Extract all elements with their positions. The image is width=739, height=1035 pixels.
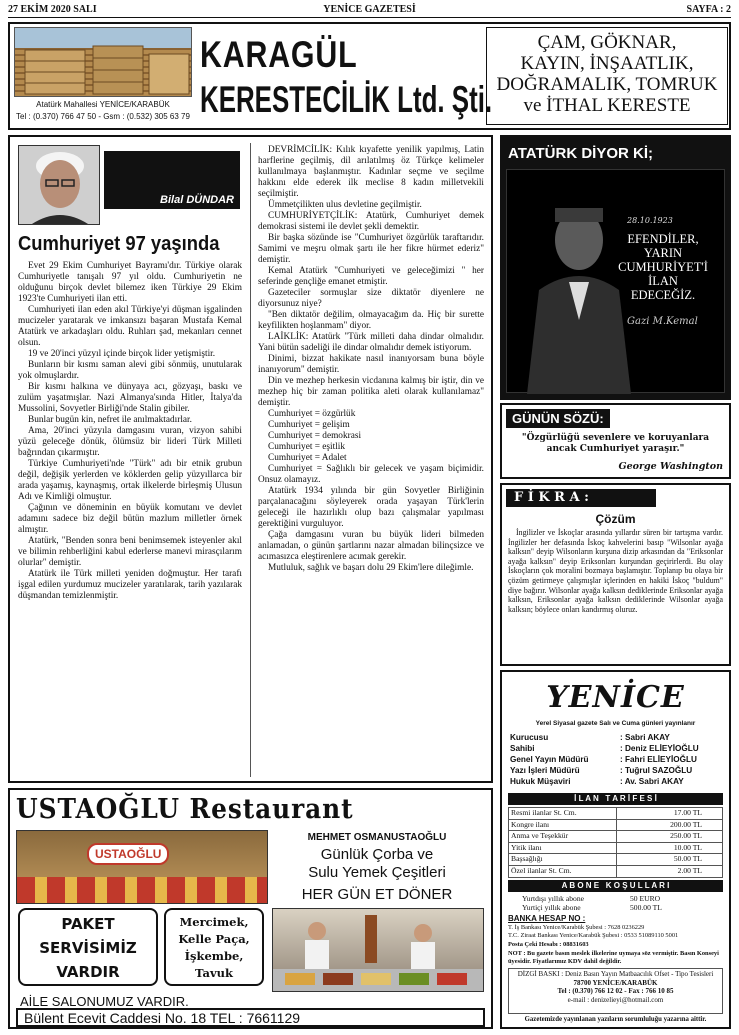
- product-line: KAYIN, İNŞAATLIK,: [520, 53, 694, 74]
- list-item: Cumhuriyet = özgürlük: [268, 409, 356, 419]
- fikra-title: F İ K R A :: [514, 490, 589, 505]
- ilan-row: Kongre ilanı 200.00 TL: [509, 819, 723, 831]
- ustaoglu-ad: [8, 788, 493, 1029]
- family-hall: AİLE SALONUMUZ VARDIR.: [20, 994, 189, 1009]
- paragraph: Dinimi, bizzat hakikate nasıl inanıyorsam buna böyle inanıyorum" demiştir.: [258, 354, 484, 375]
- paragraph: Atatürk 1934 yılında bir gün Sovyetler Birliğinin parçalanacağını söyleyerek orada yaşayan Türk'lerin geleceği ile hazırlıklı olup bazı çalışmalar yapılması gerektiğini vurguluyor.: [258, 486, 484, 529]
- list-item: Cumhuriyet = demokrasi: [268, 431, 362, 441]
- menu-item: İşkembe,: [184, 949, 244, 963]
- banka-list: [508, 924, 725, 949]
- lumber-photo: [14, 27, 192, 97]
- quote-line: EDECEĞİZ.: [630, 288, 696, 302]
- lumber-illustration: [15, 28, 191, 96]
- storefront-sign: USTAOĞLU: [87, 843, 169, 865]
- bank-account: Posta Çeki Hesabı : 08831603: [508, 940, 589, 948]
- printer-email: e-mail : denizelieyi@hotmail.com: [567, 995, 664, 1004]
- printer-name: DİZGİ BASKI : Deniz Basın Yayın Matbaacılık Ofset - Tipo Tesisleri: [517, 970, 714, 978]
- ilan-row: Özel ilanlar St. Cm. 2.00 TL: [509, 865, 723, 877]
- fikra-title-bar: [506, 489, 656, 507]
- paragraph: Bunlar bugün kin, nefret ile anılmaktadırlar.: [28, 415, 192, 425]
- paket-line: VARDIR: [56, 963, 120, 981]
- product-line: ve İTHAL KERESTE: [523, 95, 691, 116]
- article-column-2: [258, 145, 484, 574]
- paragraph: Evet 29 Ekim Cumhuriyet Bayramı'dır. Türkiye olarak Cumhuriyetle tanışalı 97 yıl oldu. Cumhuriyetin ne olduğunu birçok devlet bilemez iken Türkiye 29 Ekim 1923'te Cumhuriyeti ilan etti.: [18, 261, 242, 304]
- product-line: DOĞRAMALIK, TOMRUK: [496, 74, 718, 95]
- paragraph: 19 ve 20'inci yüzyıl içinde birçok lider yetişmiştir.: [28, 349, 216, 359]
- printer-phone: Tel : (0.370) 766 12 02 - Fax : 766 10 85: [557, 987, 674, 995]
- ilan-row: Resmi ilanlar St. Cm. 17.00 TL: [509, 808, 723, 820]
- author-name: Bilal DÜNDAR: [160, 194, 234, 206]
- list-item: Cumhuriyet = eşitlik: [268, 442, 346, 452]
- paragraph: Bir başka sözünde ise "Cumhuriyet özgürlük taraftarıdır. Samimi ve meşru olmak şartı ile her fikre hürmet ederiz" demiştir.: [258, 233, 484, 265]
- paragraph: Din ve mezhep herkesin vicdanına kalmış bir iştir, din ve mezhep hiç bir zaman politika aleti olarak kullanılamaz" demiştir.: [258, 376, 484, 408]
- paragraph: "Ben diktatör değilim, olmayacağım da. Hiç bir surette keyfilikten hoşlanmam" diyor.: [258, 310, 484, 331]
- bank-account: T.C. Ziraat Bankası Yenice/Karabük Şubesi : 0533 51089110 5001: [508, 932, 679, 940]
- paragraph: Ama, 20'inci yüzyıla damgasını vuran, vizyon sahibi yüzü geleceğe dönük, ölümsüz bir lideri Türk Milleti bağrından çıkarmıştır.: [18, 426, 242, 458]
- paragraph: Cumhuriyeti ilan eden akıl Türkiye'yi düşman işgalinden mucizeler yaratarak ve imkansızı başaran Mustafa Kemal Atatürk ve arkadaşları oldu. Ruhları şad, mekanları cennet olsun.: [18, 305, 242, 348]
- paket-line: PAKET: [61, 915, 115, 933]
- restaurant-line-2: Sulu Yemek Çeşitleri: [308, 864, 446, 881]
- karagul-ad: [8, 22, 731, 130]
- paragraph: LAİKLİK: Atatürk "Türk milleti daha dindar olmalıdır. Yani bütün sadeliği ile dindar olmalıdır demek istiyorum.: [258, 332, 484, 353]
- paragraph: Kemal Atatürk "Cumhuriyeti ve geleceğimizi " her seferinde gençliğe emanet etmiştir.: [258, 266, 484, 287]
- karagul-company: KERESTECİLİK Ltd. Şti.: [200, 79, 493, 120]
- restaurant-owner: MEHMET OSMANUSTAOĞLU: [307, 832, 447, 843]
- kitchen-photo: [272, 908, 484, 992]
- bank-account: T. İş Bankası Yenice/Karabük Şubesi : 7628 0236229: [508, 924, 645, 931]
- column-divider: [250, 143, 251, 777]
- fikra-text: İngilizler ve İskoçlar arasında yıllardır süren bir tartışma vardır. İngilizler her defasında İskoç kahvelerini basıp "Wilsonlar ayağa kalksın" deyip Wilsonların kurşuna dizip arkasından da "Eriksonlar ayağa kalksın" deyip Eriksonları kurşundan geçirirlerdi. Bu olay İskoçların çok moralini bozmaya başlamıştır. Toplanıp bu olaya bir çözüm getirmeye çalışmışlar içlerinden en hakiki İskoç "buldum" diye bağırır. Wilsonlar ayağa kalksın dediklerinde Eriksonlar ayağa kalksın, Eriksonlar ayağa kalksın dediklerinde Wilsonlar ayağa kalksın; böylece onları kandırmış oluruz.: [508, 528, 723, 614]
- yenice-masthead: [500, 670, 731, 1029]
- list-item: Cumhuriyet = gelişim: [268, 420, 350, 430]
- paragraph: Çağının ve döneminin en büyük komutanı ve devlet adamını sadece biz değil bütün mazlum milletler örnek almıştır.: [18, 503, 242, 535]
- gunun-sozu-quote: "Özgürlüğü sevenlere ve koruyanlara ancak Cumhuriyet yaraşır.": [521, 433, 710, 454]
- paragraph: Ümmetçilikten ulus devletine geçilmiştir.: [268, 200, 422, 210]
- printing-info: [508, 968, 723, 1014]
- gunun-sozu-author: George Washington: [618, 461, 723, 472]
- abone-row: Yurtiçi yıllık abone 500.00 TL: [522, 903, 662, 912]
- author-name-bar: [104, 191, 240, 209]
- paragraph: CUMHURİYETÇİLİK: Atatürk, Cumhuriyet demek demokrasi sistemi ile devlet şekli demektir.: [258, 211, 484, 232]
- ilan-title: İ L A N T A R İ F E S İ: [508, 793, 723, 805]
- restaurant-line-1: Günlük Çorba ve: [320, 846, 434, 863]
- product-line: ÇAM, GÖKNAR,: [537, 32, 677, 53]
- gunun-sozu-title: GÜNÜN SÖZÜ:: [506, 409, 610, 428]
- quote-line: İLAN: [648, 274, 678, 288]
- paragraph: Bunların bir kısmı saman alevi gibi sönmüş, unutularak yok olmuşlardır.: [18, 360, 242, 381]
- poster-date: 28.10.1923: [627, 216, 673, 225]
- paket-servis-box: [18, 908, 158, 986]
- fikra-box: [500, 483, 731, 666]
- fikra-subtitle: Çözüm: [595, 512, 636, 526]
- abone-row: Yurtdışı yıllık abone 50 EURO: [522, 894, 661, 903]
- yenice-subtitle: Yerel Siyasal gazete Salı ve Cuma günleri yayınlanır: [535, 720, 696, 727]
- header-rule: [8, 17, 731, 18]
- quote-line: EFENDİLER,: [627, 232, 699, 246]
- ataturk-quote: [603, 232, 723, 302]
- restaurant-line-3: HER GÜN ET DÖNER: [301, 886, 453, 903]
- article-title: Cumhuriyet 97 yaşında: [18, 233, 220, 255]
- ataturk-title: ATATÜRK DİYOR Kİ;: [508, 145, 653, 162]
- abone-table: [522, 894, 662, 912]
- staff-row: Yazı İşleri Müdürü : Tuğrul SAZOĞLU: [510, 766, 693, 775]
- paket-line: SERVİSİMİZ: [39, 939, 137, 957]
- paragraph: DEVRİMCİLİK: Kılık kıyafette yenilik yapılmış, Latin harflerine geçilmiş, dil arılatılmış öz Türkçe kelimeler kullanılmaya başlanmıştır. Kadınlar seçme ve seçilme hakkını elde ederek ilk meclise 8 kadın milletvekili seçilmiştir.: [258, 145, 484, 199]
- staff-row: Kurucusu : Sabri AKAY: [510, 733, 670, 742]
- food-banner: [17, 877, 268, 904]
- paragraph: Atatürk ile Türk milleti yeniden doğmuştur. Her tarafı işgal edilen yurdumuz mucizeler yaratılarak, tarih yazılarak düşmandan temizlenmiştir.: [18, 569, 242, 601]
- paragraph: Cumhuriyet = Sağlıklı bir gelecek ve yaşam biçimidir. Onsuz olamayız.: [258, 464, 484, 485]
- paragraph: Çağa damgasını vuran bu büyük lideri bilmeden anlamadan, o günün şartlarını nazar almadan bilinçsizce ve acımasızca eleştirenlere acımak gerekir.: [258, 530, 484, 562]
- ataturk-poster: [506, 169, 725, 393]
- restaurant-storefront: [16, 830, 268, 904]
- menu-item: Kelle Paça,: [178, 932, 250, 946]
- abone-title: A B O N E K O Ş U L L A R I: [508, 880, 723, 892]
- restaurant-address: Bülent Ecevit Caddesi No. 18 TEL : 7661129: [16, 1008, 485, 1027]
- postal-address: 78700 YENİCE/KARABÜK: [573, 978, 658, 987]
- paragraph: Gazeteciler sormuşlar size diktatör diyenlere ne diyorsunuz niye?: [258, 288, 484, 309]
- karagul-products: [486, 27, 728, 125]
- responsibility-note: Gazetemizde yayınlanan yazıların sorumluluğu yazarına aittir.: [524, 1016, 707, 1023]
- karagul-phone: Tel : (0.370) 766 47 50 - Gsm : (0.532) 305 63 79: [16, 112, 190, 121]
- staff-table: [510, 732, 699, 787]
- quote-line: CUMHURİYET'İ: [618, 260, 708, 274]
- paragraph: Türkiye Cumhuriyeti'nde "Türk" adı bir etnik grubun değil, değişik yerlerden ve köklerden gelip yüzyıllarca bir arada yaşamış, kaynaşmış, ortak ilkelerde birleşmiş Ulusun Adı ve Kimliği olmuştur.: [18, 459, 242, 502]
- ataturk-signature: Gazi M.Kemal: [627, 316, 698, 327]
- list-item: Cumhuriyet = Adalet: [268, 453, 347, 463]
- quote-line: YARIN: [643, 246, 683, 260]
- author-portrait: [19, 146, 100, 225]
- menu-item: Tavuk: [195, 966, 233, 980]
- paragraph: Atatürk, "Benden sonra beni benimsemek isteyenler akıl ve bilimin rehberliğini kabul ederlerse manevi mirasçılarım olurlar" demiştir.: [18, 536, 242, 568]
- page-number: SAYFA : 2: [686, 4, 731, 15]
- ilan-row: Başsağlığı 50.00 TL: [509, 854, 723, 866]
- restaurant-title: USTAOĞLU Restaurant: [16, 794, 354, 825]
- staff-row: Hukuk Müşaviri : Av. Sabri AKAY: [510, 777, 684, 786]
- issue-date: 27 EKİM 2020 SALI: [8, 4, 97, 15]
- kitchen-illustration: [273, 909, 484, 992]
- paragraph: Bir kısmı halkına ve dünyaya acı, gözyaşı, baskı ve zulüm yaşatmışlar. Nazi Almanya'sında Hitler, İtalya'da Mussolini, Sovyetler Birliği'nde Stalin gibiler.: [18, 382, 242, 414]
- main-article: [8, 135, 493, 783]
- ilan-row: Anma ve Teşekkür 250.00 TL: [509, 831, 723, 843]
- ataturk-box: [500, 135, 731, 400]
- menu-box: [164, 908, 264, 986]
- gunun-sozu: [500, 403, 731, 479]
- yenice-logo: YENİCE: [546, 680, 685, 715]
- banka-title: BANKA HESAP NO :: [508, 914, 586, 923]
- yenice-note: NOT : Bu gazete basın meslek ilkelerine uymaya söz vermiştir. Basın Konseyi üyesidir. Fiyatlarımız KDV dahil değildir.: [508, 950, 719, 965]
- ilan-table: [508, 807, 723, 878]
- karagul-address: Atatürk Mahallesi YENİCE/KARABÜK: [36, 100, 170, 109]
- article-column-1: [18, 261, 242, 602]
- menu-item: Mercimek,: [179, 915, 249, 929]
- ilan-row: Yitik ilanı 10.00 TL: [509, 842, 723, 854]
- karagul-name: KARAGÜL: [200, 34, 358, 75]
- staff-row: Genel Yayın Müdürü : Fahri ELİEYİOĞLU: [510, 755, 697, 764]
- paper-name: YENİCE GAZETESİ: [323, 4, 416, 15]
- staff-row: Sahibi : Deniz ELİEYİOĞLU: [510, 744, 699, 753]
- author-photo: [18, 145, 100, 225]
- paragraph: Mutluluk, sağlık ve başarı dolu 29 Ekim'lere dileğimle.: [268, 563, 474, 573]
